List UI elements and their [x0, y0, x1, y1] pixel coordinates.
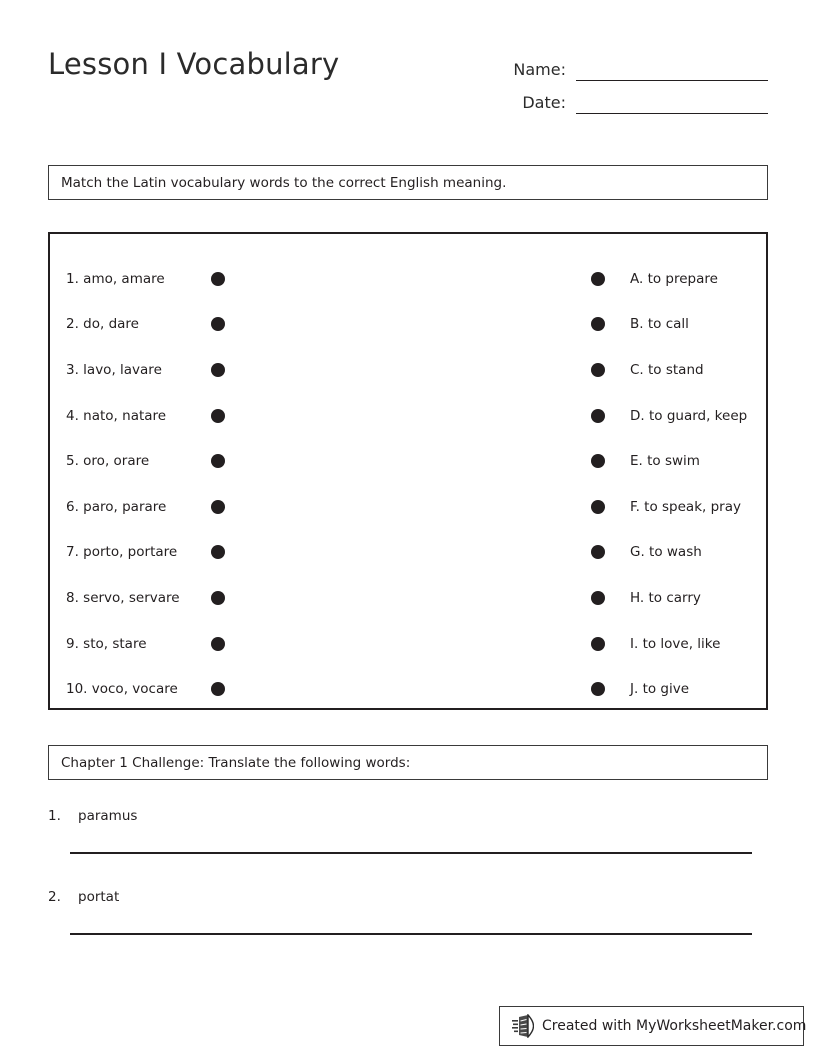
- challenge-answer-line[interactable]: [70, 852, 752, 854]
- matching-definition-dot[interactable]: [591, 317, 605, 331]
- created-with-label: Created with MyWorksheetMaker.com: [542, 1018, 807, 1034]
- instruction-text: Match the Latin vocabulary words to the correct English meaning.: [61, 174, 507, 191]
- matching-row: [50, 438, 766, 484]
- matching-definition-dot[interactable]: [591, 363, 605, 377]
- challenge-item-word: paramus: [78, 808, 138, 824]
- matching-row: [50, 666, 766, 712]
- name-row: [496, 48, 768, 81]
- matching-row: [50, 393, 766, 439]
- matching-definition: B. to call: [630, 316, 689, 333]
- matching-term-dot[interactable]: [211, 409, 225, 423]
- date-row: [496, 81, 768, 114]
- challenge-heading-bar: [48, 745, 768, 780]
- matching-term: 5. oro, orare: [66, 453, 150, 470]
- matching-row: [50, 302, 766, 348]
- name-input-line[interactable]: [576, 60, 768, 81]
- page-title: Lesson I Vocabulary: [48, 47, 340, 81]
- challenge-item: [48, 881, 768, 962]
- matching-definition: F. to speak, pray: [630, 498, 741, 515]
- matching-term-dot[interactable]: [211, 637, 225, 651]
- matching-definition: C. to stand: [630, 361, 704, 378]
- challenge-item-number: 2.: [48, 889, 61, 905]
- matching-term-dot[interactable]: [211, 454, 225, 468]
- matching-term-dot[interactable]: [211, 591, 225, 605]
- matching-term-dot[interactable]: [211, 272, 225, 286]
- matching-term: 4. nato, natare: [66, 407, 167, 424]
- matching-term: 3. lavo, lavare: [66, 361, 162, 378]
- matching-definition: I. to love, like: [630, 635, 721, 652]
- matching-term-dot[interactable]: [211, 317, 225, 331]
- matching-definition-dot[interactable]: [591, 682, 605, 696]
- matching-term: 10. voco, vocare: [66, 681, 178, 698]
- worksheet-maker-logo-icon: [512, 1014, 534, 1038]
- matching-definition: A. to prepare: [630, 270, 718, 287]
- worksheet-header: [48, 44, 768, 130]
- matching-rows: [50, 234, 766, 708]
- matching-term: 2. do, dare: [66, 316, 139, 333]
- challenge-item-list: [48, 800, 768, 962]
- challenge-answer-line[interactable]: [70, 933, 752, 935]
- matching-definition-dot[interactable]: [591, 454, 605, 468]
- matching-term: 6. paro, parare: [66, 498, 167, 515]
- matching-row: [50, 621, 766, 667]
- created-with-badge[interactable]: [499, 1006, 807, 1046]
- date-input-line[interactable]: [576, 93, 768, 114]
- matching-definition: D. to guard, keep: [630, 407, 748, 424]
- matching-term-dot[interactable]: [211, 500, 225, 514]
- matching-definition: E. to swim: [630, 453, 700, 470]
- matching-term: 7. porto, portare: [66, 544, 178, 561]
- matching-definition-dot[interactable]: [591, 591, 605, 605]
- matching-definition-dot[interactable]: [591, 409, 605, 423]
- matching-definition-dot[interactable]: [591, 272, 605, 286]
- matching-term: 1. amo, amare: [66, 270, 165, 287]
- matching-term-dot[interactable]: [211, 682, 225, 696]
- date-label: Date:: [522, 93, 566, 112]
- matching-row: [50, 484, 766, 530]
- matching-definition-dot[interactable]: [591, 545, 605, 559]
- challenge-heading-text: Chapter 1 Challenge: Translate the following words:: [61, 754, 411, 771]
- matching-row: [50, 347, 766, 393]
- matching-term-dot[interactable]: [211, 363, 225, 377]
- matching-exercise-box: [48, 232, 768, 710]
- matching-row: [50, 256, 766, 302]
- matching-term-dot[interactable]: [211, 545, 225, 559]
- matching-definition-dot[interactable]: [591, 500, 605, 514]
- instruction-bar: [48, 165, 768, 200]
- challenge-item-number: 1.: [48, 808, 61, 824]
- matching-definition: G. to wash: [630, 544, 702, 561]
- matching-row: [50, 575, 766, 621]
- name-label: Name:: [513, 60, 566, 79]
- matching-definition: J. to give: [630, 681, 690, 698]
- matching-term: 9. sto, stare: [66, 635, 147, 652]
- matching-definition: H. to carry: [630, 589, 701, 606]
- matching-row: [50, 530, 766, 576]
- challenge-item: [48, 800, 768, 881]
- name-date-block: [496, 48, 768, 114]
- challenge-item-word: portat: [78, 889, 120, 905]
- matching-definition-dot[interactable]: [591, 637, 605, 651]
- matching-term: 8. servo, servare: [66, 589, 180, 606]
